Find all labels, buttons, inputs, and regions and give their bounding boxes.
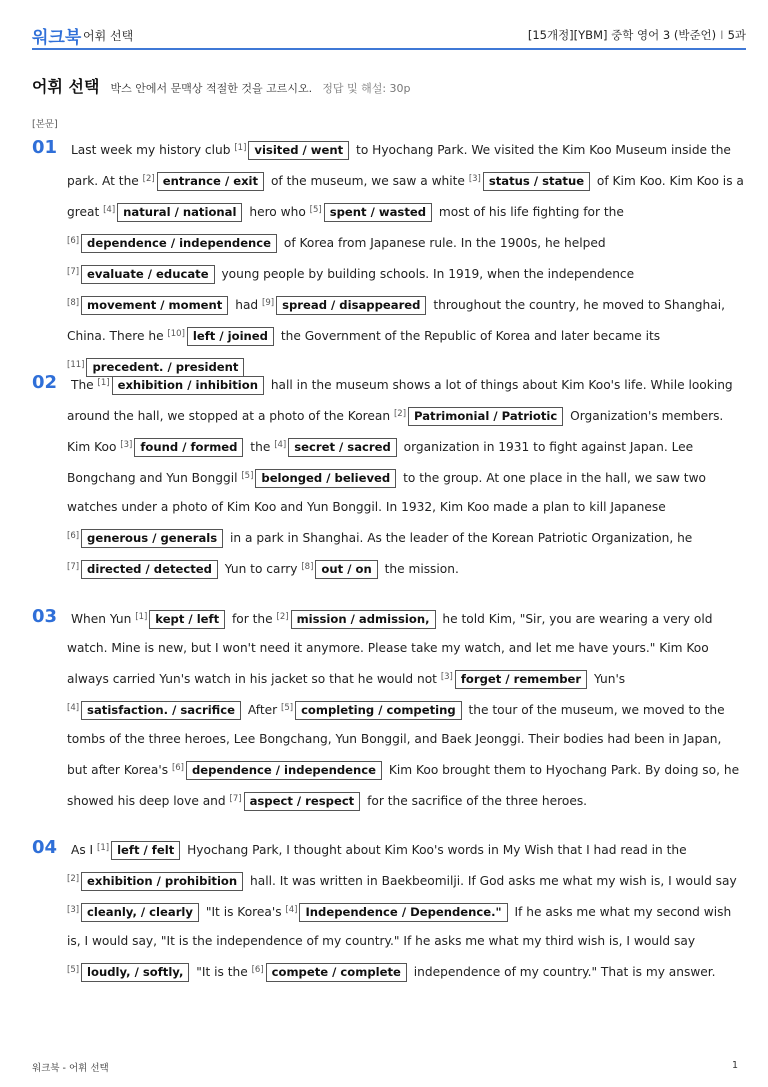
question-number: 02: [32, 372, 58, 393]
blank-item[interactable]: [67, 905, 202, 919]
blank-item[interactable]: [120, 440, 246, 454]
blank-number: [6]: [67, 531, 80, 541]
blank-number: [7]: [229, 794, 242, 804]
passage-text: the Government of the Republic of Korea and later became its: [276, 329, 661, 343]
blank-item[interactable]: [103, 205, 245, 219]
blank-number: [9]: [262, 298, 275, 308]
blank-item[interactable]: [441, 672, 590, 686]
blank-item[interactable]: [67, 965, 192, 979]
passage-text: for the: [228, 612, 277, 626]
choice-box[interactable]: dependence / independence: [81, 234, 277, 253]
passage-text: had: [231, 298, 263, 312]
choice-box[interactable]: exhibition / prohibition: [81, 872, 243, 891]
blank-item[interactable]: [98, 378, 267, 392]
passage-text: young people by building schools. In 1919, when the independence: [217, 267, 635, 281]
blank-number: [3]: [67, 905, 80, 915]
question-number: 04: [32, 837, 58, 858]
passage-text: for the sacrifice of the three heroes.: [363, 794, 588, 808]
question-passage: [67, 834, 744, 987]
book-title: [15개정][YBM] 중학 영어 3 (박준언): [527, 28, 717, 42]
blank-number: [11]: [67, 360, 85, 370]
question-passage: [67, 369, 744, 584]
passage-text: organization in 1931 to fight against Japan. Lee Bongchang and Yun Bonggil: [67, 440, 694, 485]
blank-item[interactable]: [143, 174, 267, 188]
blank-item[interactable]: [241, 471, 399, 485]
passage-text: When Yun: [71, 612, 136, 626]
passage-text: "It is the: [192, 965, 252, 979]
choice-box[interactable]: found / formed: [134, 438, 243, 457]
passage-text: Kim Koo brought them to Hyochang Park. By doing so, he showed his deep love and: [67, 763, 740, 808]
blank-item[interactable]: [469, 174, 593, 188]
blank-item[interactable]: [281, 703, 465, 717]
blank-number: [1]: [97, 378, 110, 388]
header-separator: I: [720, 28, 724, 42]
blank-item[interactable]: [67, 267, 218, 281]
blank-number: [7]: [67, 267, 80, 277]
choice-box[interactable]: satisfaction. / sacrifice: [81, 701, 241, 720]
question-02: [32, 369, 744, 584]
choice-box[interactable]: loudly, / softly,: [81, 963, 189, 982]
blank-number: [6]: [171, 763, 184, 773]
blank-item[interactable]: [274, 440, 400, 454]
passage-text: throughout the country, he moved to Shanghai, China. There he: [67, 298, 725, 343]
blank-number: [2]: [67, 874, 80, 884]
footer-label: 워크북 - 어휘 선택: [32, 1063, 109, 1074]
blank-number: [6]: [251, 965, 264, 975]
choice-box[interactable]: movement / moment: [81, 296, 228, 315]
choice-box[interactable]: cleanly, / clearly: [81, 903, 199, 922]
choice-box[interactable]: forget / remember: [455, 670, 587, 689]
page-title: 어휘 선택: [32, 77, 100, 96]
choice-box[interactable]: mission / admission,: [291, 610, 436, 629]
choice-box[interactable]: belonged / believed: [255, 469, 396, 488]
blank-item[interactable]: [67, 703, 244, 717]
choice-box[interactable]: aspect / respect: [244, 792, 361, 811]
choice-box[interactable]: visited / went: [248, 141, 349, 160]
choice-box[interactable]: spread / disappeared: [276, 296, 426, 315]
passage-text: Hyochang Park, I thought about Kim Koo's words in My Wish that I had read in the: [183, 843, 687, 857]
blank-item[interactable]: [262, 298, 429, 312]
page-number: 1: [731, 1060, 738, 1071]
header-subtitle: 어휘 선택: [83, 29, 134, 43]
choice-box[interactable]: completing / competing: [295, 701, 462, 720]
blank-number: [5]: [67, 965, 80, 975]
passage-text: hall. It was written in Baekbeomilji. If God asks me what my wish is, I would say: [246, 874, 737, 888]
passage-text: independence of my country." That is my answer.: [409, 965, 716, 979]
question-03: [32, 603, 744, 816]
choice-box[interactable]: entrance / exit: [157, 172, 264, 191]
blank-item[interactable]: [97, 843, 183, 857]
choice-box[interactable]: kept / left: [149, 610, 225, 629]
blank-number: [2]: [276, 612, 289, 622]
choice-box[interactable]: precedent. / president: [86, 358, 244, 377]
blank-item[interactable]: [135, 612, 228, 626]
blank-number: [2]: [393, 409, 407, 419]
choice-box[interactable]: evaluate / educate: [81, 265, 215, 284]
blank-number: [1]: [135, 612, 148, 622]
passage-text: to the group. At one place in the hall, we saw two watches under a photo of Kim Koo and Yun Bonggil. In 1932, Kim Koo made a plan to kill Japanese: [67, 471, 706, 514]
answer-reference: 정답 및 해설: 30p: [322, 82, 411, 95]
blank-number: [7]: [67, 562, 80, 572]
choice-box[interactable]: spent / wasted: [324, 203, 432, 222]
passage-text: Yun's: [590, 672, 626, 686]
passage-text: As I: [71, 843, 98, 857]
choice-box[interactable]: secret / sacred: [288, 438, 397, 457]
blank-item[interactable]: [67, 562, 221, 576]
blank-number: [5]: [281, 703, 294, 713]
choice-box[interactable]: directed / detected: [81, 560, 218, 579]
blank-item[interactable]: [67, 531, 226, 545]
blank-item[interactable]: [252, 965, 410, 979]
passage-text: the: [246, 440, 275, 454]
lesson-label: 5과: [727, 28, 746, 42]
passage-text: the tour of the museum, we moved to the tombs of the three heroes, Lee Bongchang, Yun Bonggil, and Baek Jeonggi. Their bodies had been in Japan, but after Korea's: [67, 703, 725, 777]
passage-text: most of his life fighting for the: [435, 205, 624, 219]
blank-number: [10]: [167, 329, 185, 339]
blank-number: [8]: [67, 298, 80, 308]
passage-text: The: [71, 378, 98, 392]
title-row: [32, 74, 411, 97]
blank-item[interactable]: [67, 236, 280, 250]
passage-text: hero who: [245, 205, 310, 219]
blank-item[interactable]: [285, 905, 510, 919]
choice-box[interactable]: Patrimonial / Patriotic: [408, 407, 563, 426]
blank-number: [4]: [274, 440, 287, 450]
passage-text: in a park in Shanghai. As the leader of the Korean Patriotic Organization, he: [226, 531, 693, 545]
blank-number: [3]: [120, 440, 133, 450]
passage-text: the mission.: [380, 562, 459, 576]
choice-box[interactable]: generous / generals: [81, 529, 223, 548]
instruction-text: 박스 안에서 문맥상 적절한 것을 고르시오.: [110, 82, 313, 95]
blank-number: [8]: [301, 562, 314, 572]
passage-text: If he asks me what my second wish is, I would say, "It is the independence of my country." If he asks me what my third wish is, I would say: [67, 905, 732, 948]
blank-number: [5]: [241, 471, 254, 481]
blank-number: [4]: [103, 205, 116, 215]
blank-item[interactable]: [230, 794, 364, 808]
blank-number: [6]: [67, 236, 80, 246]
blank-item[interactable]: [277, 612, 439, 626]
choice-box[interactable]: status / statue: [483, 172, 590, 191]
choice-box[interactable]: left / joined: [187, 327, 274, 346]
question-passage: [67, 603, 744, 816]
question-number: 03: [32, 606, 58, 627]
blank-item[interactable]: [234, 143, 352, 157]
blank-number: [3]: [440, 672, 453, 682]
choice-box[interactable]: Independence / Dependence.": [299, 903, 507, 922]
blank-number: [1]: [97, 843, 110, 853]
header-book-info: [528, 27, 746, 43]
choice-box[interactable]: dependence / independence: [186, 761, 382, 780]
passage-text: hall in the museum shows a lot of things about Kim Koo's life. While looking around the hall, we stopped at a photo of the Korean: [67, 378, 733, 423]
blank-item[interactable]: [301, 562, 380, 576]
blank-number: [5]: [309, 205, 322, 215]
choice-box[interactable]: compete / complete: [266, 963, 407, 982]
question-passage: [67, 134, 744, 382]
blank-item[interactable]: [67, 298, 231, 312]
blank-number: [4]: [285, 905, 298, 915]
blank-item[interactable]: [394, 409, 566, 423]
brand-logo: 워크북: [32, 28, 82, 48]
choice-box[interactable]: natural / national: [117, 203, 242, 222]
passage-text: "It is Korea's: [201, 905, 286, 919]
passage-text: to Hyochang Park. We visited the Kim Koo Museum inside the park. At the: [67, 143, 731, 188]
choice-box[interactable]: out / on: [315, 560, 377, 579]
question-04: [32, 834, 744, 987]
text-section-tag: [본문]: [32, 119, 58, 130]
passage-text: Organization's members. Kim Koo: [67, 409, 724, 454]
question-number: 01: [32, 137, 58, 158]
blank-item[interactable]: [167, 329, 277, 343]
choice-box[interactable]: exhibition / inhibition: [112, 376, 264, 395]
passage-text: After: [244, 703, 282, 717]
passage-text: of Korea from Japanese rule. In the 1900s, he helped: [280, 236, 606, 250]
blank-number: [4]: [67, 703, 80, 713]
passage-text: he told Kim, "Sir, you are wearing a very old watch. Mine is new, but I won't need it anymore. Please take my watch, and let me have yours." Kim Koo always carried Yun's watch in his jacket so that he would not: [67, 612, 713, 686]
passage-text: of Kim Koo. Kim Koo is a great: [67, 174, 744, 219]
passage-text: of the museum, we saw a white: [267, 174, 469, 188]
passage-text: Last week my history club: [71, 143, 235, 157]
passage-text: Yun to carry: [220, 562, 302, 576]
blank-number: [2]: [142, 174, 155, 184]
page-header: [32, 22, 746, 50]
blank-item[interactable]: [310, 205, 435, 219]
blank-item[interactable]: [172, 763, 385, 777]
choice-box[interactable]: left / felt: [111, 841, 180, 860]
blank-number: [3]: [468, 174, 481, 184]
question-01: [32, 134, 744, 382]
blank-item[interactable]: [67, 874, 246, 888]
blank-number: [1]: [234, 143, 247, 153]
